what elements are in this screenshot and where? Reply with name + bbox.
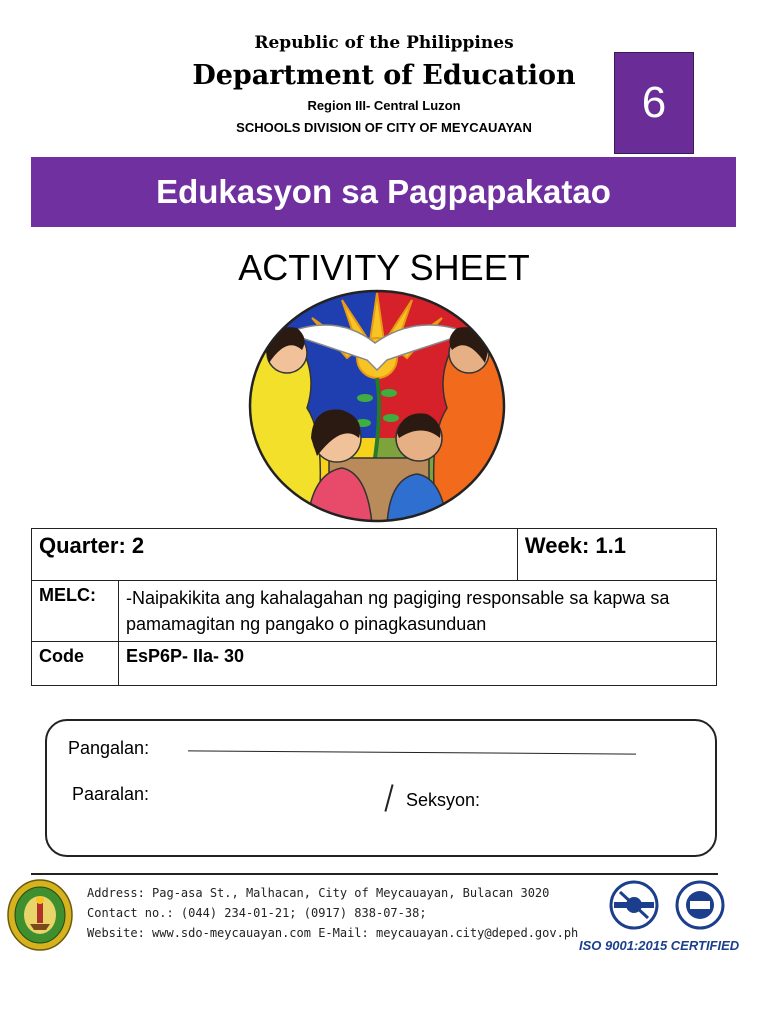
- code-label-cell: [32, 642, 119, 686]
- code-label: Code: [39, 646, 84, 666]
- footer-contact: Contact no.: (044) 234-01-21; (0917) 838-07-38;: [87, 906, 427, 920]
- name-label: Pangalan:: [68, 738, 150, 758]
- department-heading: Department of Education: [192, 60, 576, 91]
- footer-address: Address: Pag-asa St., Malhacan, City of Meycauayan, Bulacan 3020: [87, 886, 550, 900]
- school-label: Paaralan:: [72, 784, 150, 804]
- melc-text: -Naipakikita ang kahalagahan ng pagiging responsable sa kapwa sa pamamagitan ng pangako o pinagkasunduan: [119, 581, 717, 642]
- quarter-label: Quarter: 2: [39, 533, 145, 558]
- section-label: Seksyon:: [406, 790, 481, 810]
- division-heading: SCHOOLS DIVISION OF CITY OF MEYCAUAYAN: [236, 120, 532, 135]
- region-heading: Region III- Central Luzon: [307, 98, 461, 113]
- dqs-cert-icon: [604, 880, 664, 930]
- footer-divider: [31, 873, 718, 875]
- code-value: EsP6P- IIa- 30: [126, 646, 245, 666]
- melc-label-cell: [32, 581, 119, 642]
- grade-level-box: 6: [614, 52, 694, 154]
- subject-banner: Edukasyon sa Pagpapakatao: [31, 157, 736, 227]
- republic-heading: Republic of the Philippines: [254, 33, 514, 53]
- lesson-info-table: [31, 528, 717, 686]
- code-value-cell: [119, 642, 717, 686]
- melc-label: MELC:: [39, 585, 96, 605]
- activity-sheet-title: ACTIVITY SHEET: [238, 247, 530, 288]
- week-cell: [517, 529, 716, 581]
- iqnet-cert-icon: [674, 880, 726, 930]
- quarter-cell: [32, 529, 518, 581]
- footer-website[interactable]: Website: www.sdo-meycauayan.com E-Mail: meycauayan.city@deped.gov.ph: [87, 926, 579, 940]
- week-label: Week: 1.1: [524, 533, 626, 558]
- division-seal-icon: [6, 878, 74, 952]
- iso-certified-label: ISO 9001:2015 CERTIFIED: [579, 938, 740, 953]
- family-circle-illustration: [247, 288, 507, 524]
